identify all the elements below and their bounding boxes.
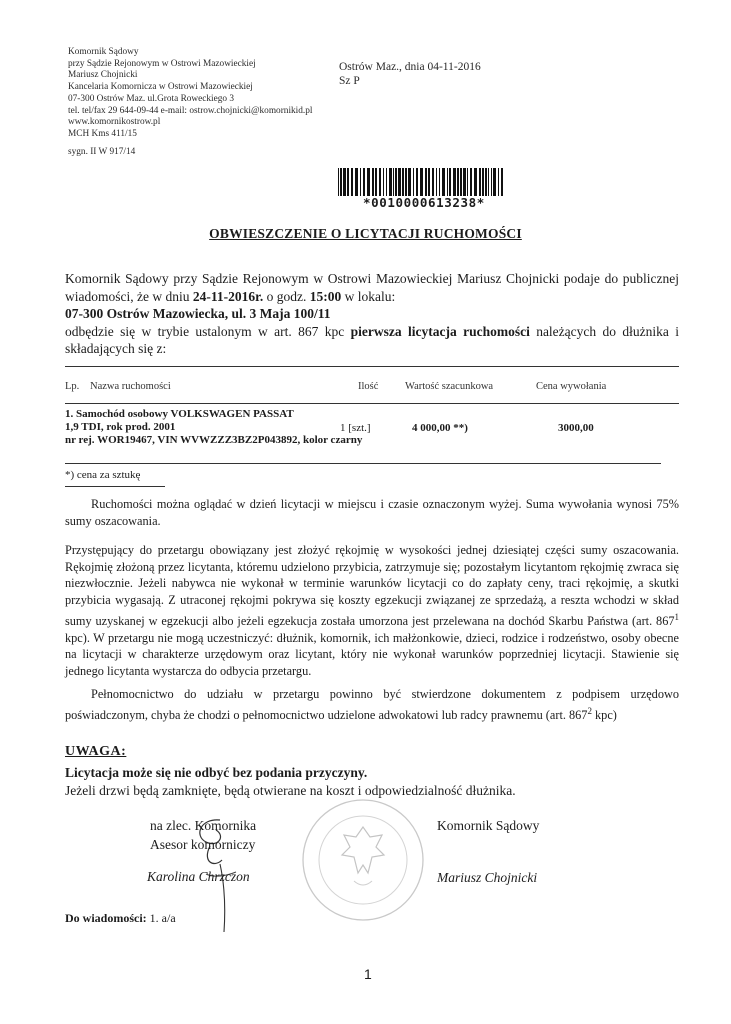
signature-right-title: Komornik Sądowy — [437, 818, 540, 833]
barcode-bar — [501, 168, 503, 196]
barcode-bar — [432, 168, 434, 196]
barcode-bar — [372, 168, 374, 196]
barcode-bar — [360, 168, 361, 196]
barcode-bar — [386, 168, 387, 196]
barcode-bar — [479, 168, 481, 196]
place-date-block — [339, 60, 481, 88]
barcode-bar — [351, 168, 353, 196]
item-price: 3000,00 — [558, 422, 594, 434]
copies-label: Do wiadomości: — [65, 911, 147, 925]
barcode-bar — [398, 168, 401, 196]
barcode-bar — [420, 168, 423, 196]
intro-text: w lokalu: — [341, 288, 396, 304]
col-header-value: Wartość szacunkowa — [405, 381, 494, 392]
signature-right-name: Mariusz Chojnicki — [437, 870, 538, 885]
proxy-text-2: kpc) — [591, 707, 617, 722]
auction-type: pierwsza licytacja ruchomości — [350, 323, 530, 339]
proxy-paragraph — [65, 686, 679, 724]
col-header-qty: Ilość — [358, 381, 379, 392]
item-name: 1. Samochód osobowy VOLKSWAGEN PASSAT — [65, 408, 294, 420]
barcode-bar — [493, 168, 496, 196]
warning-heading: UWAGA: — [65, 744, 127, 759]
proxy-text: Pełnomocnictwo do udziału w przetargu powinno być stwierdzone dokumentem z podpisem urzędowo poświadczonym, chyba że chodzi o pełnomocnictwo udzielone adwokatowi lub radcy prawnemu (art. 867 — [65, 687, 679, 722]
barcode-bar — [470, 168, 472, 196]
barcode-bar — [436, 168, 437, 196]
viewing-paragraph: Ruchomości można oglądać w dzień licytacji w miejscu i czasie oznaczonym wyżej. Suma wywołania wynosi 75% sumy oszacowania. — [65, 497, 679, 528]
item-registration: nr rej. WOR19467, VIN WVWZZZ3BZ2P043892, kolor czarny — [65, 434, 363, 446]
barcode-bar — [379, 168, 381, 196]
barcode-text: *0010000613238* — [363, 195, 485, 210]
intro-text: Komornik Sądowy przy Sądzie Rejonowym w Ostrowi Mazowieckiej Mariusz Chojnicki podaje do publicznej wiadomości, że w dniu — [65, 271, 679, 304]
barcode-bar — [463, 168, 466, 196]
barcode-bar — [442, 168, 445, 196]
deposit-paragraph — [65, 542, 679, 680]
page-number: 1 — [364, 966, 372, 982]
item-qty: 1 [szt.] — [340, 422, 371, 434]
barcode-bar — [338, 168, 339, 196]
barcode-bar — [453, 168, 456, 196]
copies-value: 1. a/a — [146, 911, 176, 925]
barcode-bar — [428, 168, 430, 196]
barcode-bar — [363, 168, 365, 196]
footnote-rule — [65, 486, 165, 487]
intro-text: należących do dłużnika i składających się z: — [65, 323, 679, 356]
deposit-text: Przystępujący do przetargu obowiązany jest złożyć rękojmię w wysokości jednej dziesiątej części sumy oszacowania. Rękojmię złożoną przez licytanta, któremu udzielono przybicia, zatrzymuje się; pozostałym licytantom rękojmię zwraca się niezwłocznie. Jeżeli nabywca nie wykonał w terminie warunków licytacji co do zapłaty ceny, traci rękojmię, a skutki przybicia wygasają. Z utraconej rękojmi pokrywa się koszty egzekucji związanej ze sprzedażą, a reszta wchodzi w skład sumy uzyskanej w egzekucji albo jeżeli egzekucja została umorzona jest przelewana na dochód Skarbu Państwa (art. 867 — [65, 543, 679, 628]
sender-line: tel. tel/fax 29 644-09-44 e-mail: ostrow.chojnicki@komornikid.pl — [68, 105, 313, 116]
barcode-bar — [416, 168, 418, 196]
barcode-bar — [413, 168, 414, 196]
signature-left — [150, 816, 256, 854]
barcode-bar — [347, 168, 349, 196]
place-date: Ostrów Maz., dnia 04-11-2016 — [339, 61, 481, 73]
document-title: OBWIESZCZENIE O LICYTACJI RUCHOMOŚCI — [209, 226, 522, 241]
col-header-name: Nazwa ruchomości — [90, 381, 171, 392]
sender-line: Mariusz Chojnicki — [68, 70, 138, 81]
signature-left-role: na zlec. Komornika — [150, 818, 257, 833]
barcode-bar — [425, 168, 427, 196]
case-reference: sygn. II W 917/14 — [68, 146, 136, 157]
barcode-bar — [355, 168, 358, 196]
table-header-rule — [65, 403, 679, 404]
proxy-sup: 2 — [587, 705, 592, 716]
barcode-bar — [491, 168, 492, 196]
sender-line: Kancelaria Komornicza w Ostrowi Mazowieckiej — [68, 82, 253, 93]
barcode-bar — [367, 168, 370, 196]
barcode-bar — [389, 168, 392, 196]
barcode-bar — [395, 168, 397, 196]
signature-left-title: Asesor komorniczy — [150, 837, 256, 852]
barcode — [338, 168, 510, 210]
sender-line: www.komornikostrow.pl — [68, 117, 161, 128]
copies-line — [65, 911, 176, 926]
barcode-bar — [375, 168, 377, 196]
item-value: 4 000,00 **) — [412, 422, 468, 434]
auction-date: 24-11-2016r. — [192, 288, 264, 304]
barcode-bar — [482, 168, 484, 196]
warning-line-1: Licytacja może się nie odbyć bez podania przyczyny. — [65, 765, 368, 780]
office-code: Sz P — [339, 75, 360, 87]
intro-paragraph — [65, 270, 679, 358]
barcode-bar — [408, 168, 411, 196]
sender-line: Komornik Sądowy — [68, 47, 139, 57]
barcode-bar — [488, 168, 489, 196]
intro-text: o godz. — [263, 288, 310, 304]
barcode-bars — [338, 168, 506, 196]
barcode-bar — [405, 168, 407, 196]
table-row — [65, 408, 362, 447]
item-spec: 1,9 TDI, rok prod. 2001 — [65, 421, 176, 433]
table-top-rule — [65, 366, 679, 367]
sender-line: MCH Kms 411/15 — [68, 128, 137, 139]
deposit-text-2: kpc). W przetargu nie mogą uczestniczyć: dłużnik, komornik, ich małżonkowie, dzieci, rodzice i rodzeństwo, osoby obecne na licytacji w charakterze urzędowym oraz licytant, który nie wykonał warunków poprzedniej licytacji. Stawienie się jednego licytanta wystarcza do odbycia przetargu. — [65, 630, 679, 679]
deposit-sup: 1 — [674, 611, 679, 622]
barcode-bar — [340, 168, 342, 196]
barcode-bar — [460, 168, 462, 196]
barcode-bar — [467, 168, 468, 196]
official-seal-stamp — [298, 795, 428, 925]
signature-left-name: Karolina Chrzczon — [147, 869, 250, 884]
barcode-bar — [343, 168, 346, 196]
intro-text: odbędzie się w trybie ustalonym w art. 867 kpc — [65, 323, 351, 339]
barcode-bar — [449, 168, 451, 196]
barcode-bar — [447, 168, 448, 196]
barcode-bar — [439, 168, 440, 196]
sender-line: przy Sądzie Rejonowym w Ostrowi Mazowieckiej — [68, 58, 256, 69]
sender-line: 07-300 Ostrów Maz. ul.Grota Roweckiego 3 — [68, 93, 235, 104]
barcode-bar — [457, 168, 459, 196]
barcode-bar — [474, 168, 477, 196]
barcode-bar — [402, 168, 404, 196]
sender-block — [68, 47, 312, 158]
barcode-bar — [383, 168, 384, 196]
auction-time: 15:00 — [309, 288, 342, 304]
col-header-price: Cena wywołania — [536, 381, 607, 392]
col-header-lp: Lp. — [65, 381, 80, 392]
table-bottom-rule — [65, 463, 661, 464]
barcode-bar — [498, 168, 499, 196]
barcode-bar — [485, 168, 487, 196]
auction-address: 07-300 Ostrów Mazowiecka, ul. 3 Maja 100/11 — [65, 306, 331, 321]
warning-line-2: Jeżeli drzwi będą zamknięte, będą otwierane na koszt i odpowiedzialność dłużnika. — [65, 783, 516, 798]
table-footnote: *) cena za sztukę — [65, 469, 141, 481]
barcode-bar — [393, 168, 394, 196]
